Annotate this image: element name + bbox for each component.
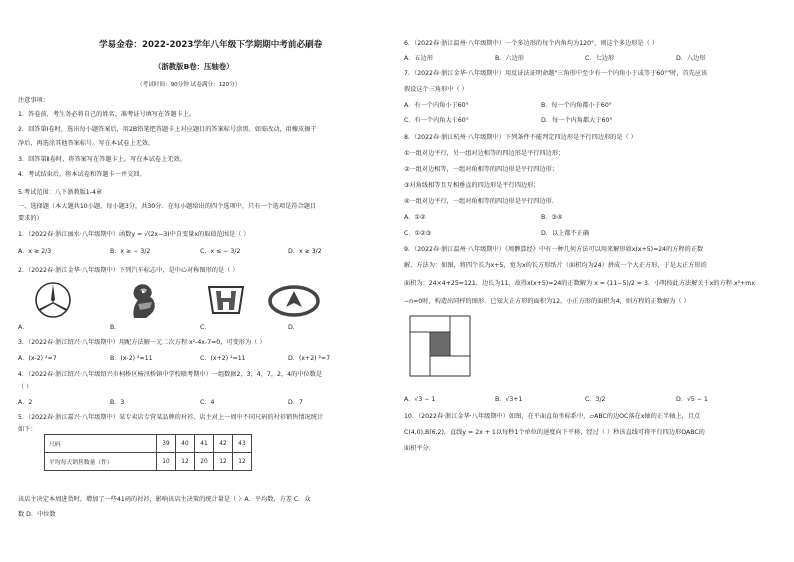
exam-title: 学易金卷：2022-2023学年八年级下学期期中考前必刷卷 <box>99 40 323 50</box>
q9-option-d: D．√5 − 1 <box>676 396 708 403</box>
question-4-stem-cont: （ ） <box>18 384 33 391</box>
table-cell: 43 <box>233 435 252 453</box>
table-cell: 12 <box>176 453 195 471</box>
question-9-line: 9．（2022春·浙江温州·八年级期中）《周髀算经》中有一种几何方法可以用来解形如x(x+5)=24的方程的正数 <box>404 246 704 253</box>
q4-option-c: C．4 <box>200 399 215 406</box>
question-10-line: 面积平分． <box>404 445 435 452</box>
question-5-stem-cont: 如下： <box>18 426 37 433</box>
note-line: 3．回答第Ⅱ卷时，将答案写在答题卡上。写在本试卷上无效。 <box>18 156 186 163</box>
q7-option-a: A．有一个内角小于60° <box>404 102 469 109</box>
q8-option-c: C．①②③ <box>404 230 432 237</box>
q7-option-b: B．每一个内角都小于60° <box>541 102 612 109</box>
note-line: 2．回答第Ⅰ卷时，选出每小题答案后，用2B铅笔把答题卡上对应题目的答案标号涂黑。如需改动，用橡皮擦干 <box>18 126 317 133</box>
q8-statement: ③对角线相等且互相垂直的四边形是平行四边形； <box>404 182 540 189</box>
exam-scope: 5.考试范围：八下浙教版1-4章 <box>18 189 103 196</box>
question-8-stem: 8．（2022春·浙江杭州·八年级期中）下列条件不能判定四边形是平行四边形的是（ ） <box>404 134 637 141</box>
question-2-stem: 2．（2022春·浙江金华·八年级期中）下列汽车标志中，是中心对称图形的是（ ） <box>18 267 239 274</box>
q8-statement: ④一组对边平行，一组对角相等的四边形是平行四边形． <box>404 198 559 205</box>
q3-option-a: A．(x-2) ²=7 <box>18 355 57 362</box>
q8-option-d: D．以上都不正确 <box>541 230 590 237</box>
peugeot-lion-logo-icon <box>126 280 160 320</box>
q3-option-b: B．(x-2) ²=11 <box>110 355 153 362</box>
q1-option-a: A．x ≥ 2/3 <box>18 248 52 255</box>
q6-option-c: C．七边形 <box>585 55 615 62</box>
question-5-after: 该店主决定本周进货时，增加了一些41码的衬衫，影响该店主决策的统计量是（ ）A．平均数，方差 C．众 <box>18 496 311 503</box>
table-cell: 42 <box>214 435 233 453</box>
q8-statement: ①一组对边平行，另一组对边相等的四边形是平行四边形； <box>404 150 565 157</box>
q3-option-d: D．(x+2) ²=7 <box>288 355 331 362</box>
exam-info: （考试时间：90分钟 试卷满分：120分） <box>137 82 241 88</box>
notes-title: 注意事项： <box>18 97 49 104</box>
table-row-label: 尺码 <box>45 435 157 453</box>
q4-option-d: D．7 <box>288 399 303 406</box>
q6-option-a: A．五边形 <box>404 55 433 62</box>
table-cell: 41 <box>195 435 214 453</box>
q8-statement: ②一组对边相等，一组对角相等的四边形是平行四边形； <box>404 166 559 173</box>
table-cell: 12 <box>214 453 233 471</box>
q9-option-b: B．√3+1 <box>495 396 523 403</box>
table-cell: 10 <box>157 453 176 471</box>
question-4-stem: 4．（2022春·浙江绍兴·八年级绍兴市柯桥区杨汛桥镇中学校联考期中）一组数据2，3，4，7，2，4的中位数是 <box>18 371 323 378</box>
exam-subtitle: （浙教版B卷：压轴卷） <box>154 62 234 71</box>
square-tiling-diagram <box>409 315 471 377</box>
table-cell: 39 <box>157 435 176 453</box>
note-line: 1．答卷前，考生务必将自己的姓名、准考证号填写在答题卡上。 <box>18 111 196 118</box>
mercedes-logo-icon <box>33 280 73 320</box>
q6-option-d: D．八边形 <box>676 55 706 62</box>
q3-option-c: C．(x+2) ²=11 <box>200 355 246 362</box>
table-row <box>45 435 252 453</box>
q4-option-a: A．2 <box>18 399 33 406</box>
question-1-stem: 1．（2022春·浙江丽水·八年级期中）函数y = √(2x−3)中自变量x的取值范围是（ ） <box>18 231 250 238</box>
question-7-stem-cont: 假设这个三角形中（ ） <box>404 86 468 93</box>
table-cell: 40 <box>176 435 195 453</box>
question-10-line: C(4,0),B(6,2)，直线y = 2x + 1以每秒1个单位的速度向下平移，经过（ ）秒该直线可将平行四边形OABC的 <box>404 429 705 436</box>
table-row <box>45 453 252 471</box>
q1-option-d: D．x ≥ 3/2 <box>288 248 322 255</box>
honda-h-logo-icon <box>205 283 247 317</box>
shirt-size-table <box>44 434 252 471</box>
q4-option-b: B．3 <box>110 399 125 406</box>
q7-option-c: C．有一个内角大于60° <box>404 117 469 124</box>
question-6-stem: 6．（2022春·浙江温州·八年级期中）一个多边形的每个内角均为120°，则这个多边形是（ ） <box>404 40 658 47</box>
question-7-stem: 7．（2022春·浙江金华·八年级期中）用反证法证明命题"三角形中至少有一个内角小于或等于60°"时，首先应该 <box>404 70 708 77</box>
q9-option-a: A．√3 − 1 <box>404 396 436 403</box>
q6-option-b: B．六边形 <box>495 55 524 62</box>
q1-option-c: C．x ≤ − 3/2 <box>200 248 241 255</box>
question-5-stem: 5．（2022春·浙江嘉兴·八年级期中）某专卖店专营某品牌的衬衫，店主对上一周中不同尺码的衬衫销售情况统计 <box>18 414 324 421</box>
table-cell: 20 <box>195 453 214 471</box>
note-line: 4．考试结束后，将本试卷和答题卡一并交回。 <box>18 171 146 178</box>
question-10-line: 10．（2022春·浙江金华·八年级期中）如图，在平面直角坐标系中，▱ABC的边OC落在x轴的正半轴上，且点 <box>404 413 701 420</box>
q8-option-b: B．③④ <box>541 214 563 221</box>
q8-option-a: A．①② <box>404 214 426 221</box>
q2-option-a: A． <box>18 324 29 331</box>
q2-option-b: B． <box>110 324 121 331</box>
question-9-line: −n=0时，构造出同样的图形．已知大正方形的面积为12，小正方形的面积为4，则方程的正数解为（ ） <box>404 298 690 305</box>
question-5-after-cont: 数 D．中位数 <box>18 511 56 518</box>
note-line: 净后，再选涂其他答案标号。写在本试卷上无效。 <box>18 140 155 147</box>
question-9-line: 解，方法为：如图，将四个长为x+5，宽为x的长方形纸片（面积均为24）拼成一个大正方形，于是大正方形的 <box>404 262 707 269</box>
table-cell: 12 <box>233 453 252 471</box>
table-row-label: 平均每天销售数量（件） <box>45 453 157 471</box>
question-9-line: 面积为：24×4+25=121，边长为11，故得x(x+5)=24的正数解为 x = (11−5)/2 = 3．小明按此方法解关于x的方程 x²+mx <box>404 280 755 287</box>
section-heading: 一、选择题（本大题共10小题，每小题3分，共30分．在每小题给出的四个选项中，只有一个选项是符合题目 <box>18 203 317 210</box>
q1-option-b: B．x ≥ − 3/2 <box>110 248 151 255</box>
q7-option-d: D．每一个内角都大于60° <box>541 117 613 124</box>
q2-option-d: D． <box>288 324 299 331</box>
question-3-stem: 3．（2022春·浙江绍兴·八年级期中）用配方法解一元二次方程 x²-4x-7=0，可变形为（ ） <box>18 339 266 346</box>
q9-option-c: C．3/2 <box>585 396 606 403</box>
section-heading: 要求的） <box>18 215 43 222</box>
infiniti-logo-icon <box>268 285 320 317</box>
q2-option-c: C． <box>200 324 211 331</box>
